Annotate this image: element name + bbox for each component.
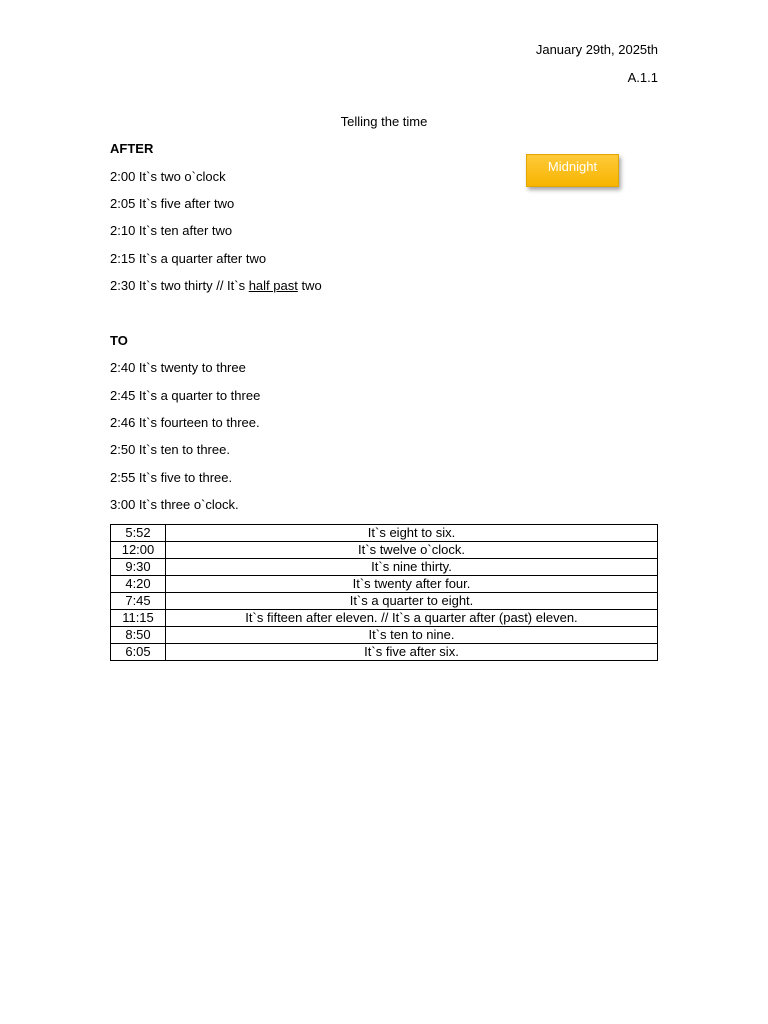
phrase-cell: It`s nine thirty. <box>166 559 658 576</box>
to-line: 2:45 It`s a quarter to three <box>110 388 261 403</box>
after-line: 2:10 It`s ten after two <box>110 223 233 238</box>
after-heading: AFTER <box>110 141 154 156</box>
table-row <box>111 627 658 644</box>
time-cell: 5:52 <box>111 525 166 542</box>
midnight-sticky-note[interactable]: Midnight <box>526 154 619 187</box>
time-cell: 11:15 <box>111 610 166 627</box>
after-line-half-past <box>110 278 322 293</box>
time-cell: 9:30 <box>111 559 166 576</box>
phrase-cell: It`s twelve o`clock. <box>166 542 658 559</box>
time-table <box>110 524 658 661</box>
table-row <box>111 644 658 661</box>
level-line: A.1.1 <box>627 70 658 85</box>
after-line: 2:15 It`s a quarter after two <box>110 251 267 266</box>
time-cell: 6:05 <box>111 644 166 661</box>
phrase-cell: It`s a quarter to eight. <box>166 593 658 610</box>
to-heading: TO <box>110 333 128 348</box>
after-line: 2:00 It`s two o`clock <box>110 169 226 184</box>
phrase-cell: It`s five after six. <box>166 644 658 661</box>
table-row <box>111 559 658 576</box>
date-line: January 29th, 2025th <box>535 42 658 57</box>
table-row <box>111 576 658 593</box>
half-past-prefix: 2:30 It`s two thirty // It`s <box>110 278 249 293</box>
half-past-underlined: half past <box>248 278 298 293</box>
to-line: 2:55 It`s five to three. <box>110 470 233 485</box>
table-row <box>111 542 658 559</box>
table-row <box>111 593 658 610</box>
document-title: Telling the time <box>340 114 428 129</box>
to-line: 2:50 It`s ten to three. <box>110 442 230 457</box>
time-cell: 7:45 <box>111 593 166 610</box>
to-line: 2:40 It`s twenty to three <box>110 360 246 375</box>
table-row <box>111 610 658 627</box>
after-line: 2:05 It`s five after two <box>110 196 235 211</box>
half-past-suffix: two <box>297 278 322 293</box>
to-line: 3:00 It`s three o`clock. <box>110 497 239 512</box>
time-cell: 8:50 <box>111 627 166 644</box>
table-row <box>111 525 658 542</box>
to-line: 2:46 It`s fourteen to three. <box>110 415 260 430</box>
phrase-cell: It`s ten to nine. <box>166 627 658 644</box>
time-cell: 4:20 <box>111 576 166 593</box>
phrase-cell: It`s twenty after four. <box>166 576 658 593</box>
phrase-cell: It`s eight to six. <box>166 525 658 542</box>
phrase-cell: It`s fifteen after eleven. // It`s a quarter after (past) eleven. <box>166 610 658 627</box>
time-cell: 12:00 <box>111 542 166 559</box>
